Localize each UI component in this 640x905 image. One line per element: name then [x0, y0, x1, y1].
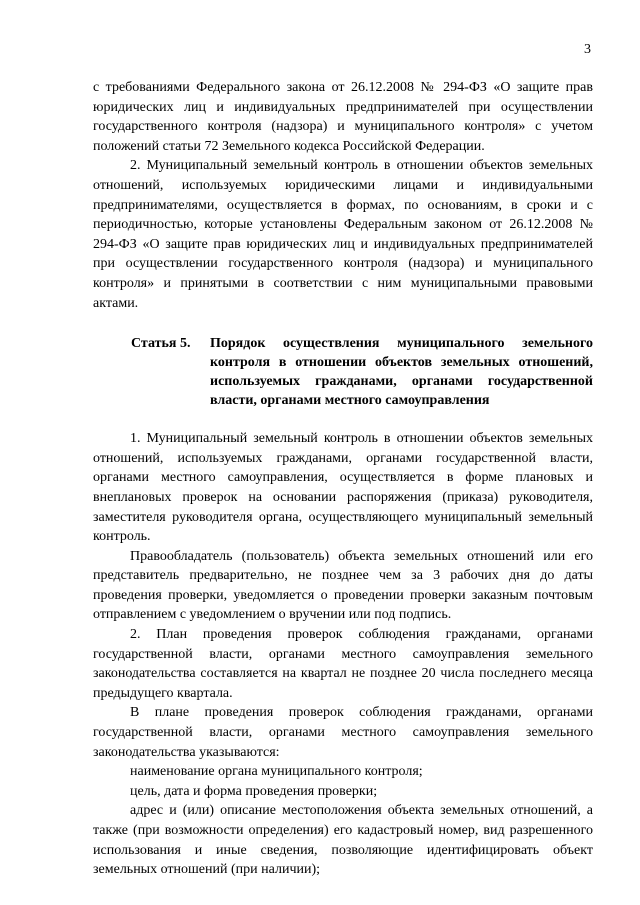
paragraph: 2. План проведения проверок соблюдения гражданами, органами государственной власти, органами местного самоуправления земельного законодательства составляется на квартал не позднее 20 числа последнего месяца предыдущего квартала.: [93, 627, 593, 701]
paragraph: 2. Муниципальный земельный контроль в отношении объектов земельных отношений, используемых юридическими лицами и индивидуальными предпринимателями, осуществляется в формах, по основаниям, в сроки и с периодичностью, которые установлены Федеральным законом от 26.12.2008 № 294-ФЗ «О защите прав юридических лиц и индивидуальных предпринимателей при осуществлении государственного контроля (надзора) и муниципального контроля» и принятыми в соответствии с ним муниципальными правовыми актами.: [93, 158, 593, 311]
list-item: цель, дата и форма проведения проверки;: [130, 783, 378, 799]
list-item: наименование органа муниципального контроля;: [130, 764, 423, 780]
article-heading: [93, 334, 593, 410]
paragraph: В плане проведения проверок соблюдения гражданами, органами государственной власти, органами местного самоуправления земельного законодательства указываются:: [93, 705, 593, 760]
paragraph: Правообладатель (пользователь) объекта земельных отношений или его представитель предварительно, не позднее чем за 3 рабочих дня до даты проведения проверки, уведомляется о проведении проверки заказным почтовым отправлением с уведомлением о вручении или под подпись.: [93, 548, 593, 623]
paragraph: 1. Муниципальный земельный контроль в отношении объектов земельных отношений, используемых гражданами, органами государственной власти, органами местного самоуправления, осуществляется в форме плановых и внеплановых проверок на основании распоряжения (приказа) руководителя, заместителя руководителя органа, осуществляющего муниципальный земельный контроль.: [93, 431, 593, 545]
article-number: Статья 5.: [131, 336, 191, 352]
article-title: Порядок осуществления муниципального земельного контроля в отношении объектов земельных отношений, используемых гражданами, органами государственной власти, органами местного самоуправления: [210, 336, 593, 409]
list-item: адрес и (или) описание местоположения объекта земельных отношений, а также (при возможности определения) его кадастровый номер, вид разрешенного использования и иные сведения, позволяющие идентифицировать объект земельных отношений (при наличии);: [93, 803, 593, 878]
document-body: [93, 78, 593, 880]
page-number: 3: [584, 42, 591, 57]
paragraph: с требованиями Федерального закона от 26.12.2008 № 294-ФЗ «О защите прав юридических лиц и индивидуальных предпринимателей при осуществлении государственного контроля (надзора) и муниципального контроля» с учетом положений статьи 72 Земельного кодекса Российской Федерации.: [93, 80, 593, 154]
